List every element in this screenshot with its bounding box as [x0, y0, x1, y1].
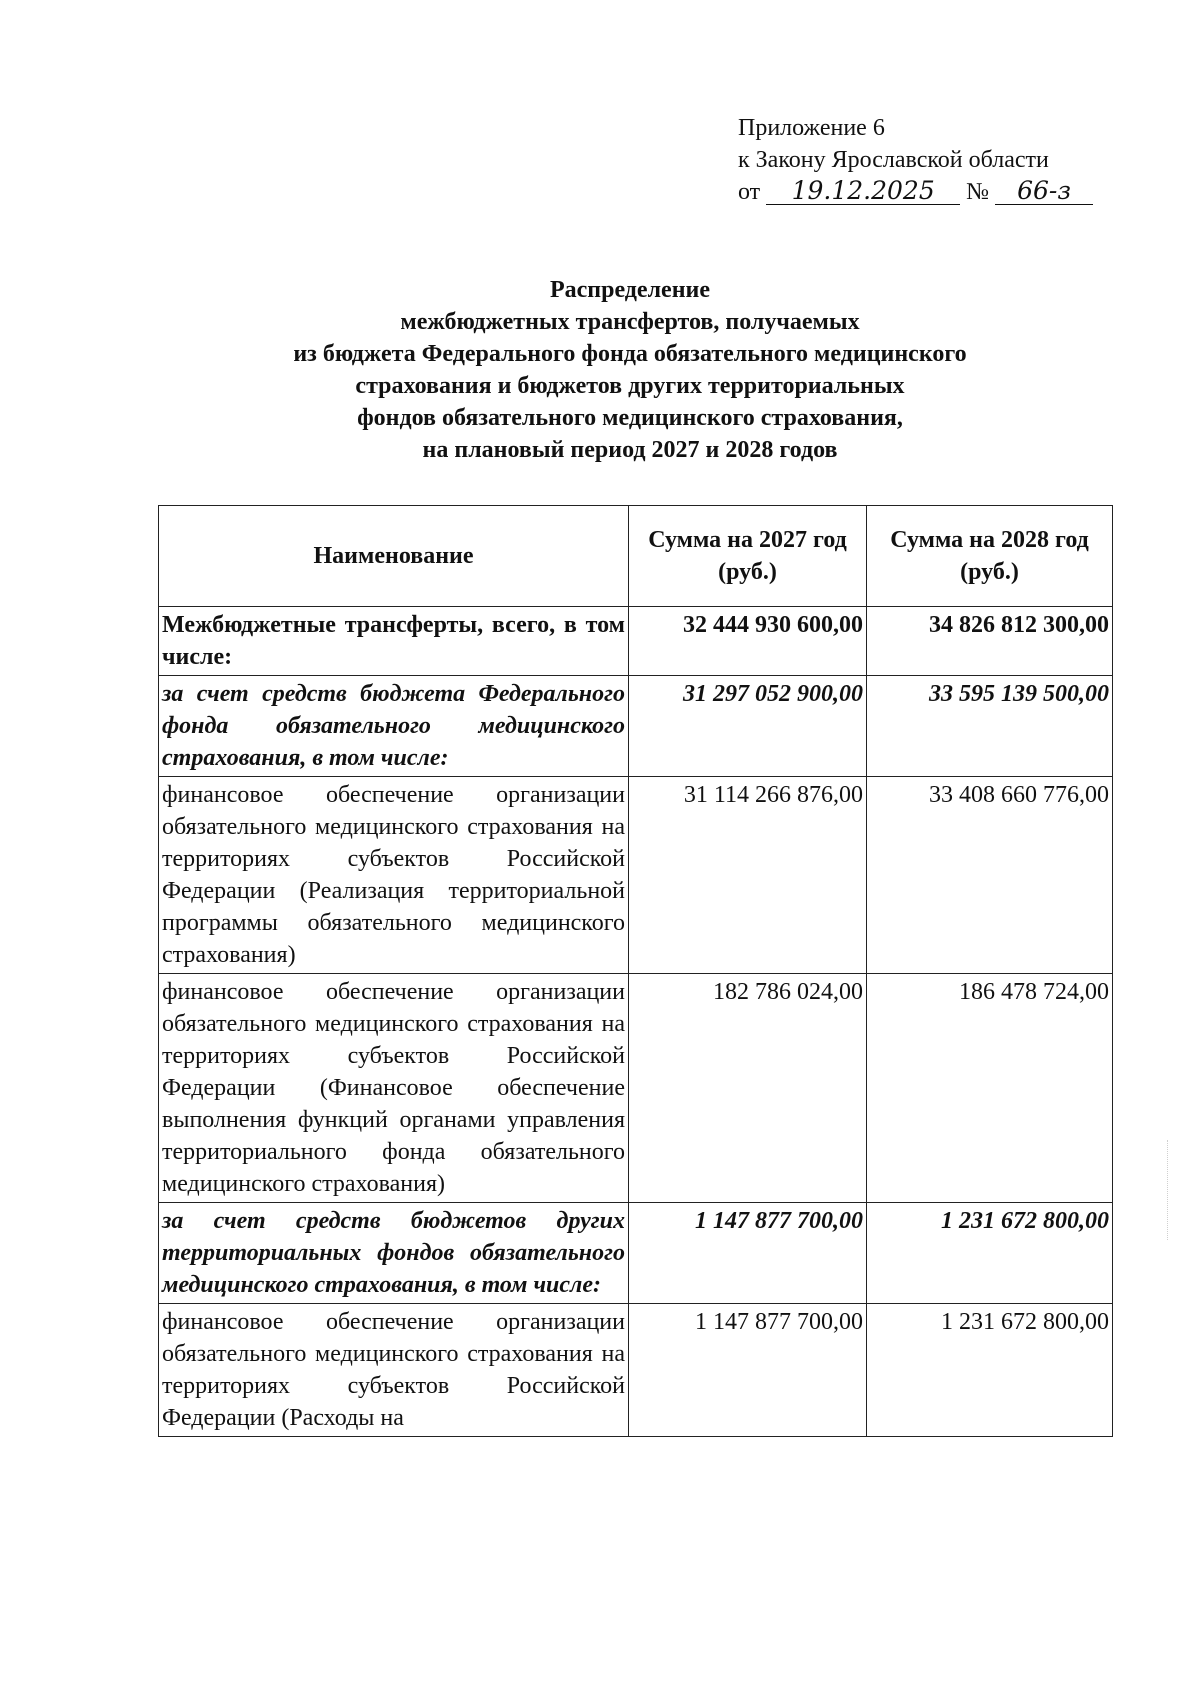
from-label: от — [738, 179, 761, 205]
row-value-2028: 186 478 724,00 — [867, 974, 1113, 1203]
handwritten-date: 19.12.2025 — [766, 178, 960, 205]
row-name: финансовое обеспечение организации обязательного медицинского страхования на территориях субъектов Российской Федерации (Финансовое обеспечение выполнения функций органами управления территориального фонда обязательного медицинского страхования) — [159, 974, 629, 1203]
row-value-2027: 1 147 877 700,00 — [629, 1203, 867, 1304]
row-value-2027: 31 114 266 876,00 — [629, 777, 867, 974]
table-header-row — [159, 506, 1113, 607]
table-row — [159, 777, 1113, 974]
row-name: финансовое обеспечение организации обязательного медицинского страхования на территориях субъектов Российской Федерации (Расходы на — [159, 1304, 629, 1437]
table-row — [159, 607, 1113, 676]
row-value-2027: 31 297 052 900,00 — [629, 676, 867, 777]
header-2027: Сумма на 2027 год (руб.) — [629, 506, 867, 607]
document-title — [150, 274, 1110, 466]
scan-artifact — [1167, 1140, 1169, 1240]
table-row — [159, 1203, 1113, 1304]
appendix-title: Приложение 6 — [738, 115, 885, 141]
title-line: Распределение — [549, 277, 711, 303]
row-value-2027: 32 444 930 600,00 — [629, 607, 867, 676]
appendix-reference — [738, 112, 1138, 208]
row-value-2028: 33 595 139 500,00 — [867, 676, 1113, 777]
title-line: фондов обязательного медицинского страхования, — [357, 405, 903, 431]
row-value-2028: 33 408 660 776,00 — [867, 777, 1113, 974]
table-row — [159, 1304, 1113, 1437]
title-line: межбюджетных трансфертов, получаемых — [400, 309, 860, 335]
table-row — [159, 974, 1113, 1203]
appendix-date-number-line — [738, 176, 1138, 208]
row-value-2027: 1 147 877 700,00 — [629, 1304, 867, 1437]
appendix-law-reference: к Закону Ярославской области — [738, 147, 1049, 173]
transfers-table — [158, 505, 1113, 1437]
row-name: за счет средств бюджета Федерального фонда обязательного медицинского страхования, в том числе: — [159, 676, 629, 777]
table-row — [159, 676, 1113, 777]
row-name: за счет средств бюджетов других территориальных фондов обязательного медицинского страхования, в том числе: — [159, 1203, 629, 1304]
title-line: страхования и бюджетов других территориальных — [355, 373, 905, 399]
row-value-2028: 1 231 672 800,00 — [867, 1304, 1113, 1437]
row-value-2028: 34 826 812 300,00 — [867, 607, 1113, 676]
title-line: из бюджета Федерального фонда обязательного медицинского — [293, 341, 967, 367]
handwritten-number: 66-з — [995, 178, 1093, 205]
title-line: на плановый период 2027 и 2028 годов — [422, 437, 838, 463]
row-name: финансовое обеспечение организации обязательного медицинского страхования на территориях субъектов Российской Федерации (Реализация территориальной программы обязательного медицинского страхования) — [159, 777, 629, 974]
header-name: Наименование — [159, 506, 629, 607]
row-name: Межбюджетные трансферты, всего, в том числе: — [159, 607, 629, 676]
number-label: № — [966, 179, 990, 205]
row-value-2028: 1 231 672 800,00 — [867, 1203, 1113, 1304]
row-value-2027: 182 786 024,00 — [629, 974, 867, 1203]
header-2028: Сумма на 2028 год (руб.) — [867, 506, 1113, 607]
